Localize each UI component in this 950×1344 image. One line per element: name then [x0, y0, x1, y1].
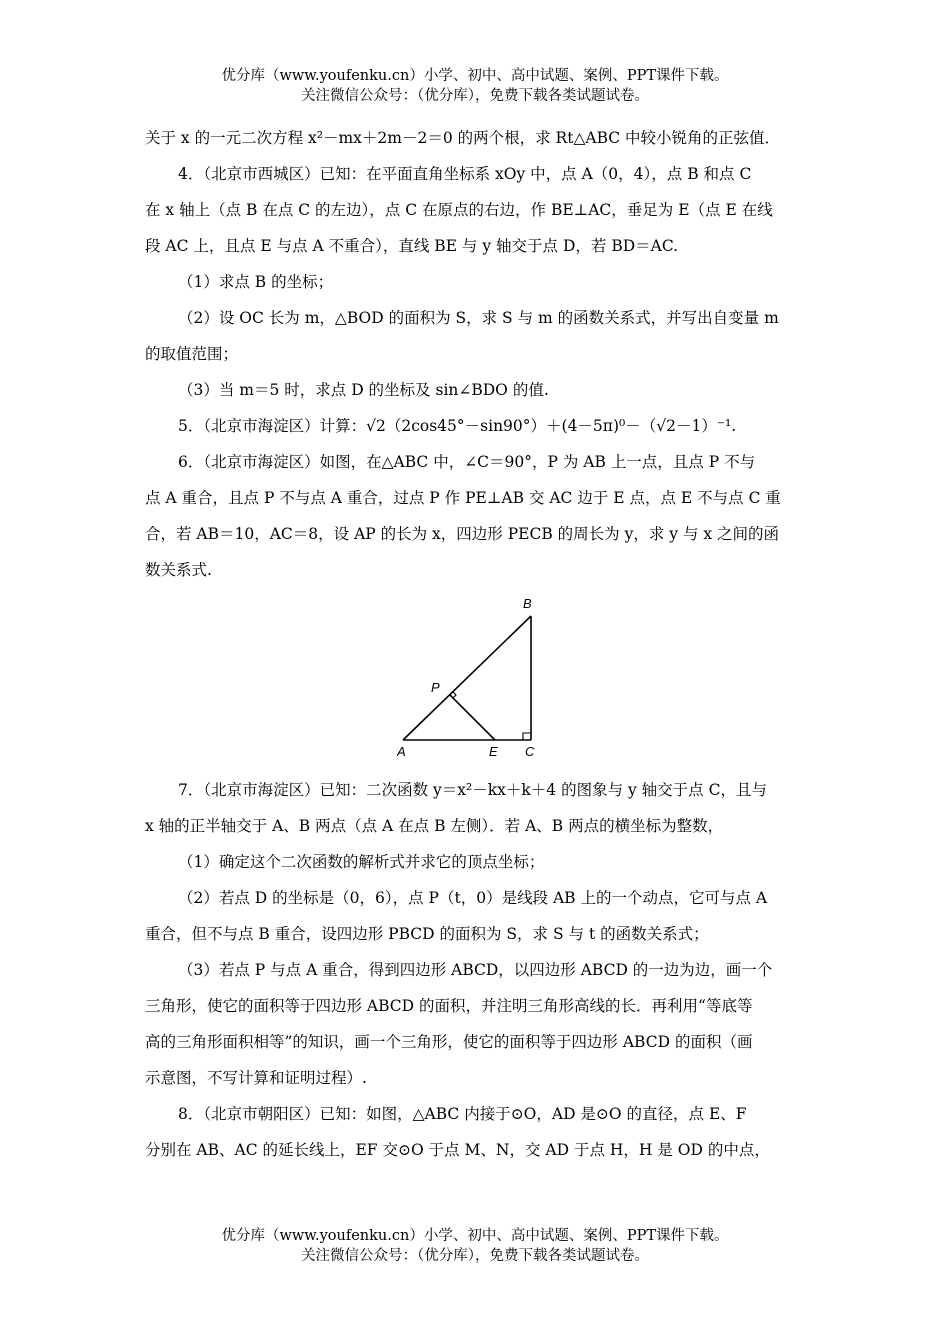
problem-4-part-1: （1）求点 B 的坐标；	[178, 273, 334, 291]
header-line-2: 关注微信公众号：（优分库），免费下载各类试题试卷。	[301, 88, 649, 104]
text-line: x 轴的正半轴交于 A、B 两点（点 A 在点 B 左侧）．若 A、B 两点的横坐标为整数，	[145, 817, 724, 835]
text-line: 高的三角形面积相等”的知识，画一个三角形，使它的面积等于四边形 ABCD 的面积（画	[145, 1033, 753, 1051]
problem-4-line: 4．（北京市西城区）已知：在平面直角坐标系 xOy 中，点 A（0，4），点 B 和点 C	[178, 165, 752, 183]
label-c: C	[525, 744, 535, 759]
text-line: 的取值范围；	[145, 345, 239, 363]
page-footer	[0, 1226, 950, 1266]
right-angle-mark-c	[523, 733, 531, 740]
text-line: 关于 x 的一元二次方程 x²－mx＋2m－2＝0 的两个根，求 Rt△ABC 中较小锐角的正弦值．	[145, 129, 781, 147]
text-line: 三角形，使它的面积等于四边形 ABCD 的面积，并注明三角形高线的长．再利用“等底等	[145, 997, 753, 1015]
problem-7-line: 7．（北京市海淀区）已知：二次函数 y＝x²－kx＋k＋4 的图象与 y 轴交于点 C，且与	[178, 781, 767, 799]
text-line: 重合，但不与点 B 重合，设四边形 PBCD 的面积为 S，求 S 与 t 的函数关系式；	[145, 925, 709, 943]
problem-5-line: 5．（北京市海淀区）计算：√2（2cos45°－sin90°）＋(4－5π)⁰－（√2－1）⁻¹.	[178, 417, 737, 435]
triangle-diagram	[397, 592, 557, 762]
text-line: 数关系式.	[145, 561, 212, 579]
label-p: P	[431, 680, 440, 695]
page-header	[0, 66, 950, 106]
document-body	[145, 120, 809, 1168]
problem-7-part-3: （3）若点 P 与点 A 重合，得到四边形 ABCD，以四边形 ABCD 的一边为边，画一个	[178, 961, 773, 979]
problem-4-part-3: （3）当 m＝5 时，求点 D 的坐标及 sin∠BDO 的值.	[178, 381, 549, 399]
text-line: 合，若 AB＝10，AC＝8，设 AP 的长为 x，四边形 PECB 的周长为 y，求 y 与 x 之间的函	[145, 525, 780, 543]
label-a: A	[397, 744, 406, 759]
segment-pe	[450, 695, 495, 740]
problem-7-part-2: （2）若点 D 的坐标是（0，6），点 P（t，0）是线段 AB 上的一个动点，它可与点 A	[178, 889, 768, 907]
label-b: B	[523, 596, 532, 611]
text-line: 在 x 轴上（点 B 在点 C 的左边），点 C 在原点的右边，作 BE⊥AC，垂足为 E（点 E 在线	[145, 201, 773, 219]
problem-6-line: 6．（北京市海淀区）如图，在△ABC 中，∠C＝90°，P 为 AB 上一点，且点 P 不与	[178, 453, 756, 471]
text-line: 点 A 重合，且点 P 不与点 A 重合，过点 P 作 PE⊥AB 交 AC 边于 E 点，点 E 不与点 C 重	[145, 489, 781, 507]
problem-8-line: 8．（北京市朝阳区）已知：如图，△ABC 内接于⊙O，AD 是⊙O 的直径，点 E、F	[178, 1105, 747, 1123]
footer-line-1: 优分库（www.youfenku.cn）小学、初中、高中试题、案例、PPT课件下载。	[221, 1228, 729, 1244]
text-line: 段 AC 上，且点 E 与点 A 不重合），直线 BE 与 y 轴交于点 D，若 BD＝AC.	[145, 237, 679, 255]
problem-4-part-2: （2）设 OC 长为 m，△BOD 的面积为 S，求 S 与 m 的函数关系式，并写出自变量 m	[178, 309, 779, 327]
header-line-1: 优分库（www.youfenku.cn）小学、初中、高中试题、案例、PPT课件下载。	[221, 68, 729, 84]
side-ab	[403, 616, 531, 740]
text-line: 示意图，不写计算和证明过程）.	[145, 1069, 367, 1087]
triangle-figure	[145, 592, 809, 772]
text-line: 分别在 AB、AC 的延长线上，EF 交⊙O 于点 M、N，交 AD 于点 H，H 是 OD 的中点，	[145, 1141, 770, 1159]
footer-line-2: 关注微信公众号：（优分库），免费下载各类试题试卷。	[301, 1248, 649, 1264]
label-e: E	[489, 744, 498, 759]
problem-7-part-1: （1）确定这个二次函数的解析式并求它的顶点坐标；	[178, 853, 545, 871]
